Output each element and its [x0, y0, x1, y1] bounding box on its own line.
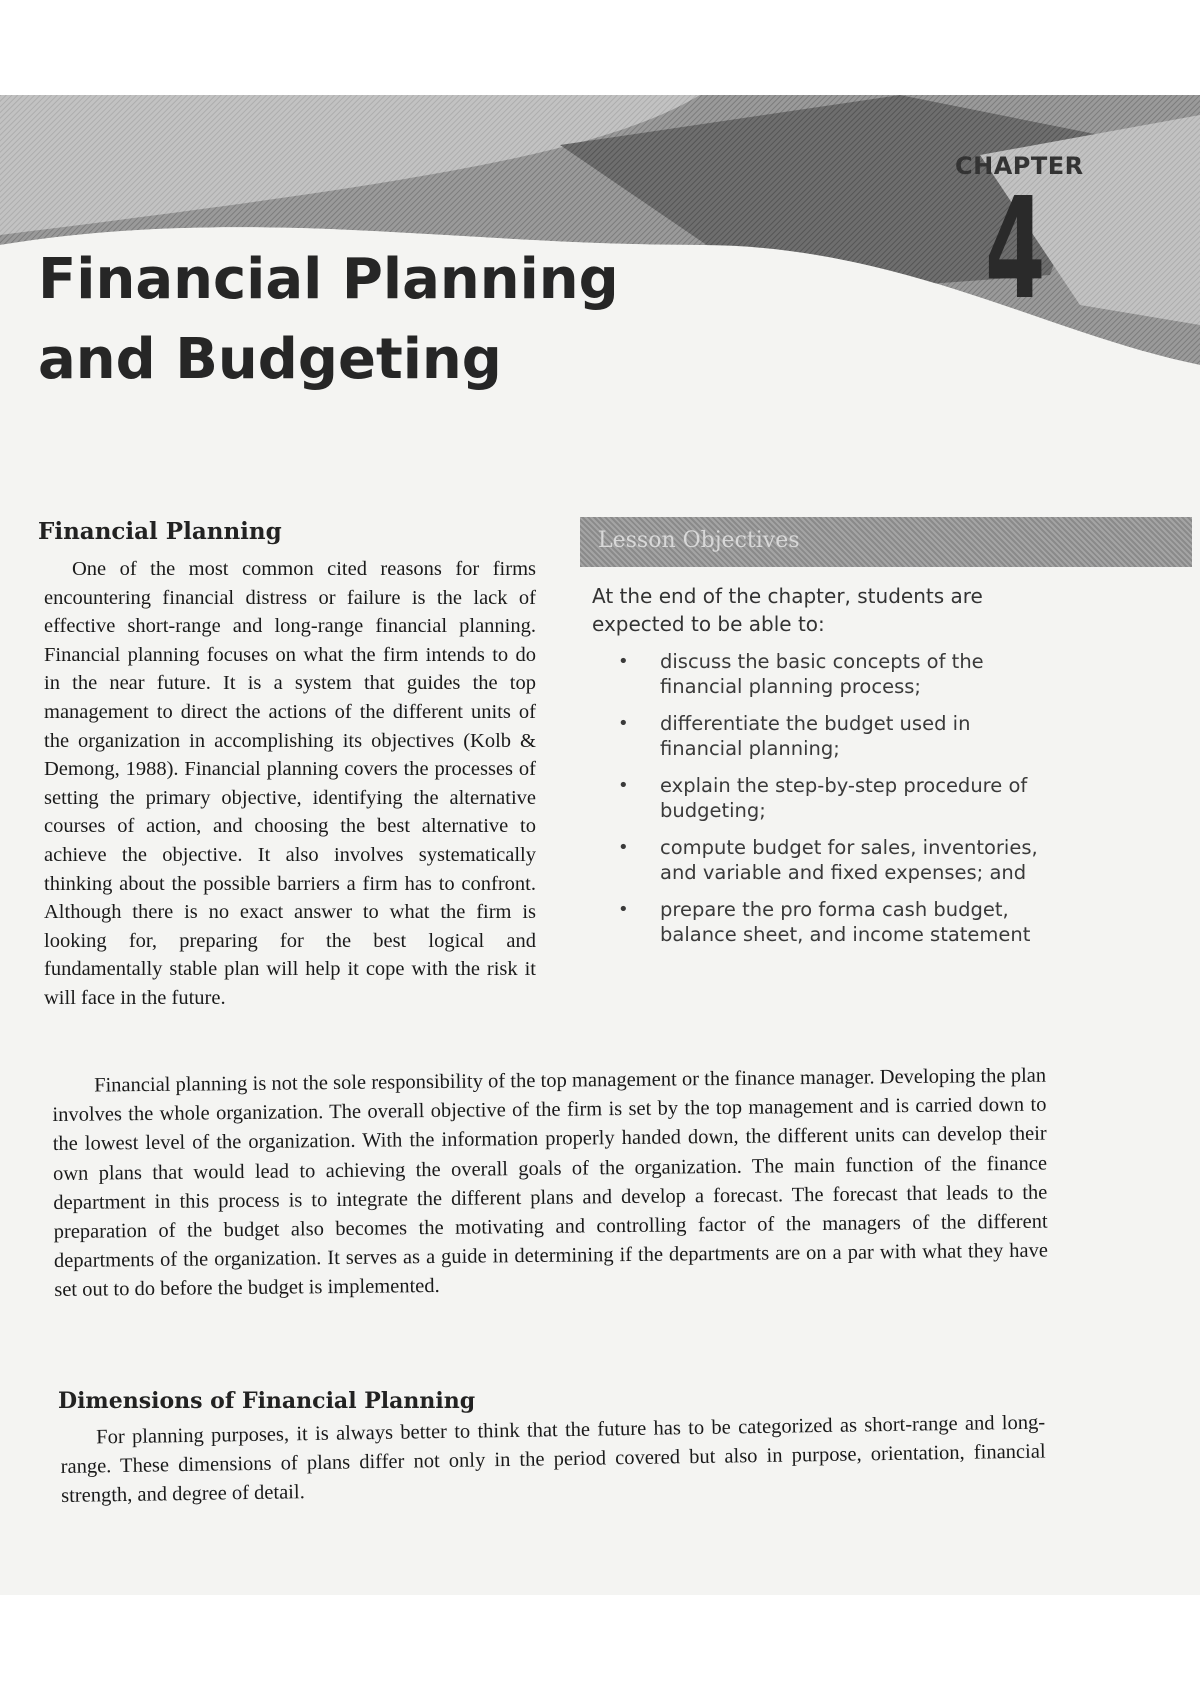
bullet-icon: •	[618, 651, 629, 672]
objective-text: prepare the pro forma cash budget, balance sheet, and income statement	[660, 898, 1031, 946]
chapter-title-line-1: Financial Planning	[38, 247, 619, 312]
financial-planning-paragraph: One of the most common cited reasons for firms encountering financial distress or failure is the lack of effective short-range and long-range financial planning. Financial planning focuses on what the firm intends to do in the near future. It is a system that guides the top management to direct the actions of the different units of the organization in accomplishing its objectives (Kolb & Demong, 1988). Financial planning covers the processes of setting the primary objective, identifying the alternative courses of action, and choosing the best alternative to achieve the objective. It also involves systematically thinking about the possible barriers a firm has to confront. Although there is no exact answer to what the firm is looking for, preparing for the best logical and fundamentally stable plan will help it cope with the risk it will face in the future.	[44, 558, 536, 1009]
section-heading-financial-planning: Financial Planning	[38, 518, 282, 545]
chapter-title	[38, 240, 619, 400]
objective-text: differentiate the budget used in financial planning;	[660, 712, 971, 760]
lesson-objectives-box	[580, 517, 1192, 957]
objective-item	[618, 835, 1058, 885]
lesson-objectives-list	[618, 649, 1058, 959]
objective-item	[618, 773, 1058, 823]
objective-item	[618, 897, 1058, 947]
lesson-objectives-header: Lesson Objectives	[598, 528, 800, 553]
planning-responsibility-paragraph: Financial planning is not the sole responsibility of the top management or the finance manager. Developing the plan involves the whole organization. The overall objective of the firm is set by the top management and is carried down to the lowest level of the organization. With the information properly handed down, the different units can develop their own plans that would lead to achieving the overall goals of the organization. The main function of the finance department in this process is to integrate the different plans and develop a forecast. The forecast that leads to the preparation of the budget also becomes the motivating and controlling factor of the managers of the different departments of the organization. It serves as a guide in determining if the departments are on a par with what they have set out to do before the budget is implemented.	[52, 1064, 1049, 1302]
objective-item	[618, 711, 1058, 761]
objective-text: discuss the basic concepts of the financial planning process;	[660, 650, 984, 698]
dimensions-paragraph: For planning purposes, it is always better to think that the future has to be categorized as short-range and long-range. These dimensions of plans differ not only in the period covered but also in purpose, orientation, financial strength, and degree of detail.	[60, 1411, 1046, 1507]
objective-item	[618, 649, 1058, 699]
chapter-title-line-2: and Budgeting	[38, 327, 502, 392]
chapter-number: 4	[985, 168, 1046, 331]
lesson-objectives-header-bar	[580, 517, 1192, 567]
bullet-icon: •	[618, 837, 629, 858]
objective-text: explain the step-by-step procedure of budgeting;	[660, 774, 1028, 822]
lesson-objectives-intro: At the end of the chapter, students are expected to be able to:	[592, 584, 983, 636]
section-heading-dimensions: Dimensions of Financial Planning	[58, 1388, 476, 1414]
chapter-label: CHAPTER	[955, 152, 1084, 180]
objective-text: compute budget for sales, inventories, and variable and fixed expenses; and	[660, 836, 1038, 884]
bullet-icon: •	[618, 775, 629, 796]
bullet-icon: •	[618, 713, 629, 734]
bullet-icon: •	[618, 899, 629, 920]
